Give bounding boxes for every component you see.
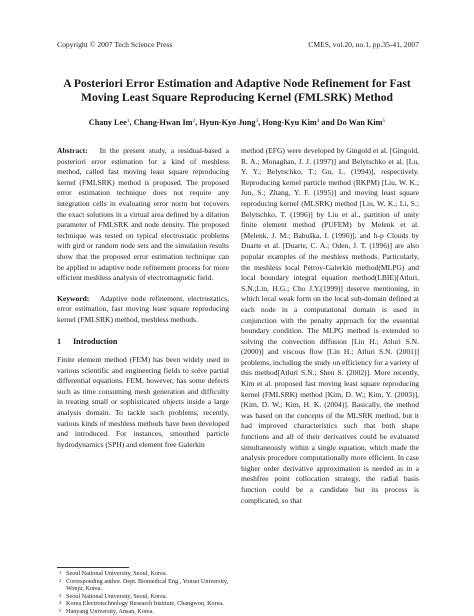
section-heading xyxy=(57,337,229,348)
footnote xyxy=(57,593,229,601)
footnote-mark: 2 xyxy=(59,577,62,583)
author-name: Hong-Kyu Kim xyxy=(262,118,317,127)
footnote-text: Seoul National University, Seoul, Korea. xyxy=(66,592,168,600)
body-text-part-1: method (EFG) were developed by Gingold et al. [Gingold, R. A.; Monaghan, J. J. (1997)] and Belytschko et al. [Lu, Y. Y.; Belytschko, T.; Gu, L. (1994)], respectively. Reproducing kernel particle method (RKPM) [Liu, W. K.; Jun, S.; Zhang, Y. F. (1995)] and moving least square reproducing kernel (MLSRK) method [Liu, W. K.; Li, S.; Belytschko, T. (1996)] by Liu et al., partition of unity finite element method (PUFEM) by Melenk et al. [Melenk, J. M.; Babuška, I. (1996)], and h-p Clouds by Duarte et al. [Duarte, C. A.; Oden, J. T. (1996)] are also popular examples of the meshless methods. Particularly, the meshless local Petrov-Galerkin method(MLPG) and local boundary integral equation method(LBIE)[Atluri, S.N.;Lin, H.G.; Cho J.Y.(1999)] deserve mentioning, in which local weak form on the local sub-domain defined at each node in a computational domain is used in conjunction with the penalty approach for the essential boundary condition. The MLPG method is extended to solving the convection diffusion [Lin H.; Atluri S.N. (2000)] and viscous flow [Lin H.; Atluri S.N. (2001)] problems, including the study on efficiency for a variety of this method[Atluri S.N.; Shen S. (2002)]. xyxy=(241,146,420,378)
footnote-rule xyxy=(57,567,129,568)
keywords xyxy=(57,294,229,326)
author-name: Chang-Hwan Im xyxy=(133,118,193,127)
body-paragraph xyxy=(241,146,419,506)
footnote-text: Seoul National University, Seoul, Korea. xyxy=(66,570,168,577)
left-column xyxy=(57,146,229,450)
footnote-text: Hanyang University, Ansan, Korea. xyxy=(66,607,154,615)
footnote-mark: 5 xyxy=(59,607,62,613)
author-affiliation-mark: 4 xyxy=(316,118,320,124)
author-affiliation-mark: 5 xyxy=(382,118,386,124)
abstract xyxy=(57,146,229,284)
author-name: Hyun-Kyo Jung xyxy=(199,118,256,127)
title-line-2: Moving Least Square Reproducing Kernel (FMLSRK) Method xyxy=(81,91,393,104)
footnote-text: Corresponding author. Dept. Biomedical Eng., Yonsei University, Wonju, Korea. xyxy=(66,577,229,593)
journal-citation: CMES, vol.20, no.1, pp.35-41, 2007 xyxy=(308,40,419,49)
copyright-line: Copyright © 2007 Tech Science Press xyxy=(57,40,173,49)
author-affiliation-mark: 1 xyxy=(126,118,130,124)
footnote xyxy=(57,570,229,578)
abstract-text: In the present study, a residual-based a posteriori error estimation for a kind of meshless method, called fast moving least square reproducing kernel (FMLSRK) method is proposed. The proposed error estimation technique does not require any integration cells in evaluating error norm but recovers the exact solutions in a virtual area defined by a dilation parameter of FMLSRK and node density. The proposed technique was tested on typical electrostatic problems with gird or random node sets and the simulation results show that the proposed error estimation technique can be applied to adaptive node refinement process for more efficient meshless analysis of electromagnetic field. xyxy=(57,146,229,283)
paper-title xyxy=(40,77,434,105)
keyword-label: Keyword: xyxy=(57,293,90,303)
footnote-mark: 1 xyxy=(59,570,62,575)
author-affiliation-mark: 2 xyxy=(192,118,196,124)
section-title: Introduction xyxy=(73,336,118,346)
footnote xyxy=(57,608,229,616)
body-text-part-2: More recently, Kim et al. proposed fast moving least square reproducing kernel (FMLSRK) method [Kim, D. W.; Kim, Y. (2003)], [Kim, D. W.; Kim, H. K. (2004)]. Basically, the method was based on the concepts of the MLSRK method, but it had improved characteristics such that both shape functions and all of their derivatives could be evaluated simultaneously within a single equation, which made the analysis procedure computationally more efficient. In case higher order derivative approximation is needed as in a meshfree point collocation strategy, the radial basis function could be a candidate but its process is complicated, so that xyxy=(241,368,419,505)
intro-paragraph: Finite element method (FEM) has been widely used in various scientific and engineering fields to solve partial differential equations. FEM, however, has some defects such as time consuming mesh generation and difficulty in treating small or sophisticated objects inside a large analysis domain. To tackle such problems, recently, various kinds of meshless methods have been developed and introduced. For instances, smoothed particle hydrodynamics (SPH) and element free Galerkin xyxy=(57,355,229,449)
right-column xyxy=(241,146,419,506)
footnote-mark: 4 xyxy=(59,600,62,606)
footnote-mark: 3 xyxy=(59,592,62,598)
footnote xyxy=(57,578,229,593)
footnotes xyxy=(57,570,229,616)
author-list: Chany Lee$^1$, Chang-Hwan Im$^2$, Hyun-Kyo Jung$^3$, Hong-Kyu Kim$^4$ and Do Wan Kim$^5$ xyxy=(88,118,386,127)
keyword-text: Adaptive node refinement, electrostatics, error estimation, fast moving least square reproducing kernel (FMLSRK) method, meshless methods. xyxy=(57,293,229,324)
abstract-label: Abstract: xyxy=(57,146,88,155)
author-affiliation-mark: 3 xyxy=(255,118,259,124)
title-line-1: A Posteriori Error Estimation and Adaptive Node Refinement for Fast xyxy=(63,77,411,90)
footnote-text: Korea Electrotechnology Research Institute, Changwon, Korea. xyxy=(66,600,224,608)
section-number: 1 xyxy=(57,336,62,346)
footnote xyxy=(57,600,229,608)
author-name: Chany Lee xyxy=(88,118,127,127)
author-name: Do Wan Kim xyxy=(336,118,383,127)
